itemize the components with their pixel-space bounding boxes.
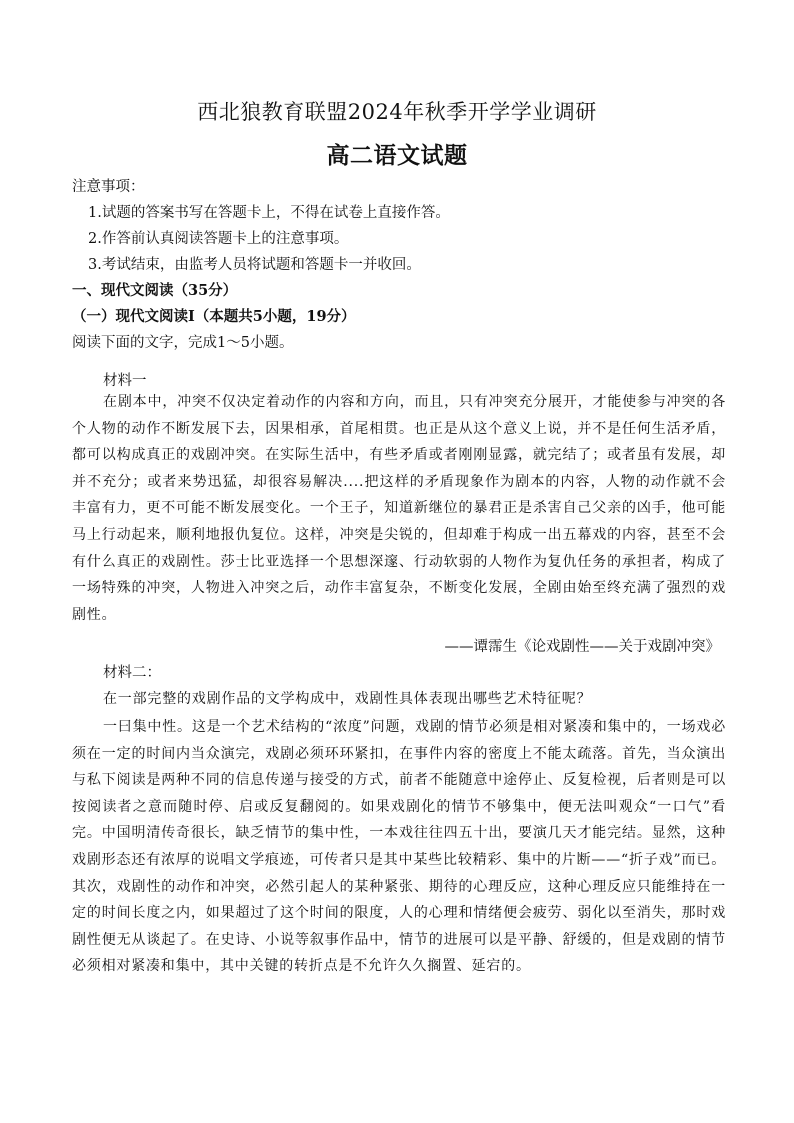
- exam-subtitle: 高二语文试题: [326, 142, 468, 169]
- exam-title: 西北狼教育联盟2024年秋季开学学业调研: [197, 100, 597, 124]
- material2-text: 一曰集中性。这是一个艺术结构的“浓度”问题，戏剧的情节必须是相对紧凑和集中的，一场戏必须在一定的时间内当众演完，戏剧必须环环紧扣，在事件内容的密度上不能太疏落。首先，当众演出与私下阅读是两种不同的信息传递与接受的方式，前者不能随意中途停止、反复检视，后者则是可以按阅读者之意而随时停、启或反复翻阅的。如果戏剧化的情节不够集中，便无法叫观众“一口气”看完。中国明清传奇很长，缺乏情节的集中性，一本戏往往四五十出，要演几天才能完结。显然，这种戏剧形态还有浓厚的说唱文学痕迹，可传者只是其中某些比较精彩、集中的片断——“折子戏”而已。其次，戏剧性的动作和冲突，必然引起人的某种紧张、期待的心理反应，这种心理反应只能维持在一定的时间长度之内，如果超过了这个时间的限度，人的心理和情绪便会疲劳、弱化以至消失，那时戏剧性便无从谈起了。在史诗、小说等叙事作品中，情节的进展可以是平静、舒缓的，但是戏剧的情节必须相对紧凑和集中，其中关键的转折点是不允许久久搁置、延宕的。: [72, 719, 726, 975]
- reading-instruction: 阅读下面的文字，完成1～5小题。: [72, 335, 294, 351]
- notice-item: 1.试题的答案书写在答题卡上，不得在试卷上直接作答。: [88, 205, 450, 221]
- material1-label: 材料一: [103, 373, 147, 389]
- notice-item: 2.作答前认真阅读答题卡上的注意事项。: [88, 231, 349, 247]
- material1-source: ——谭霈生《论戏剧性——关于戏剧冲突》: [444, 639, 720, 655]
- material2-intro: 在一部完整的戏剧作品的文学构成中，戏剧性具体表现出哪些艺术特征呢？: [103, 691, 592, 707]
- notice-heading: 注意事项：: [72, 179, 145, 195]
- section-subtitle: （一）现代文阅读Ⅰ（本题共5小题，19分）: [72, 308, 356, 325]
- section-title: 一、现代文阅读（35分）: [72, 282, 238, 299]
- notice-item: 3.考试结束，由监考人员将试题和答题卡一并收回。: [88, 257, 421, 273]
- material1-text: 在剧本中，冲突不仅决定着动作的内容和方向，而且，只有冲突充分展开，才能使参与冲突的各个人物的动作不断发展下去，因果相承，首尾相贯。也正是从这个意义上说，并不是任何生活矛盾，都可以构成真正的戏剧冲突。在实际生活中，有些矛盾或者刚刚显露，就完结了；或者虽有发展，却并不充分；或者来势迅猛，却很容易解决....把这样的矛盾现象作为剧本的内容，人物的动作就不会丰富有力，更不可能不断发展变化。一个王子，知道新继位的暴君正是杀害自己父亲的凶手，他可能马上行动起来，顺利地报仇复位。这样，冲突是尖锐的，但却难于构成一出五幕戏的内容，甚至不会有什么真正的戏剧性。莎士比亚选择一个思想深邃、行动软弱的人物作为复仇任务的承担者，构成了一场特殊的冲突，人物进入冲突之后，动作丰富复杂，不断变化发展，全剧由始至终充满了强烈的戏剧性。: [72, 394, 726, 623]
- notice-section: [72, 174, 726, 356]
- material2-label: 材料二：: [103, 665, 161, 681]
